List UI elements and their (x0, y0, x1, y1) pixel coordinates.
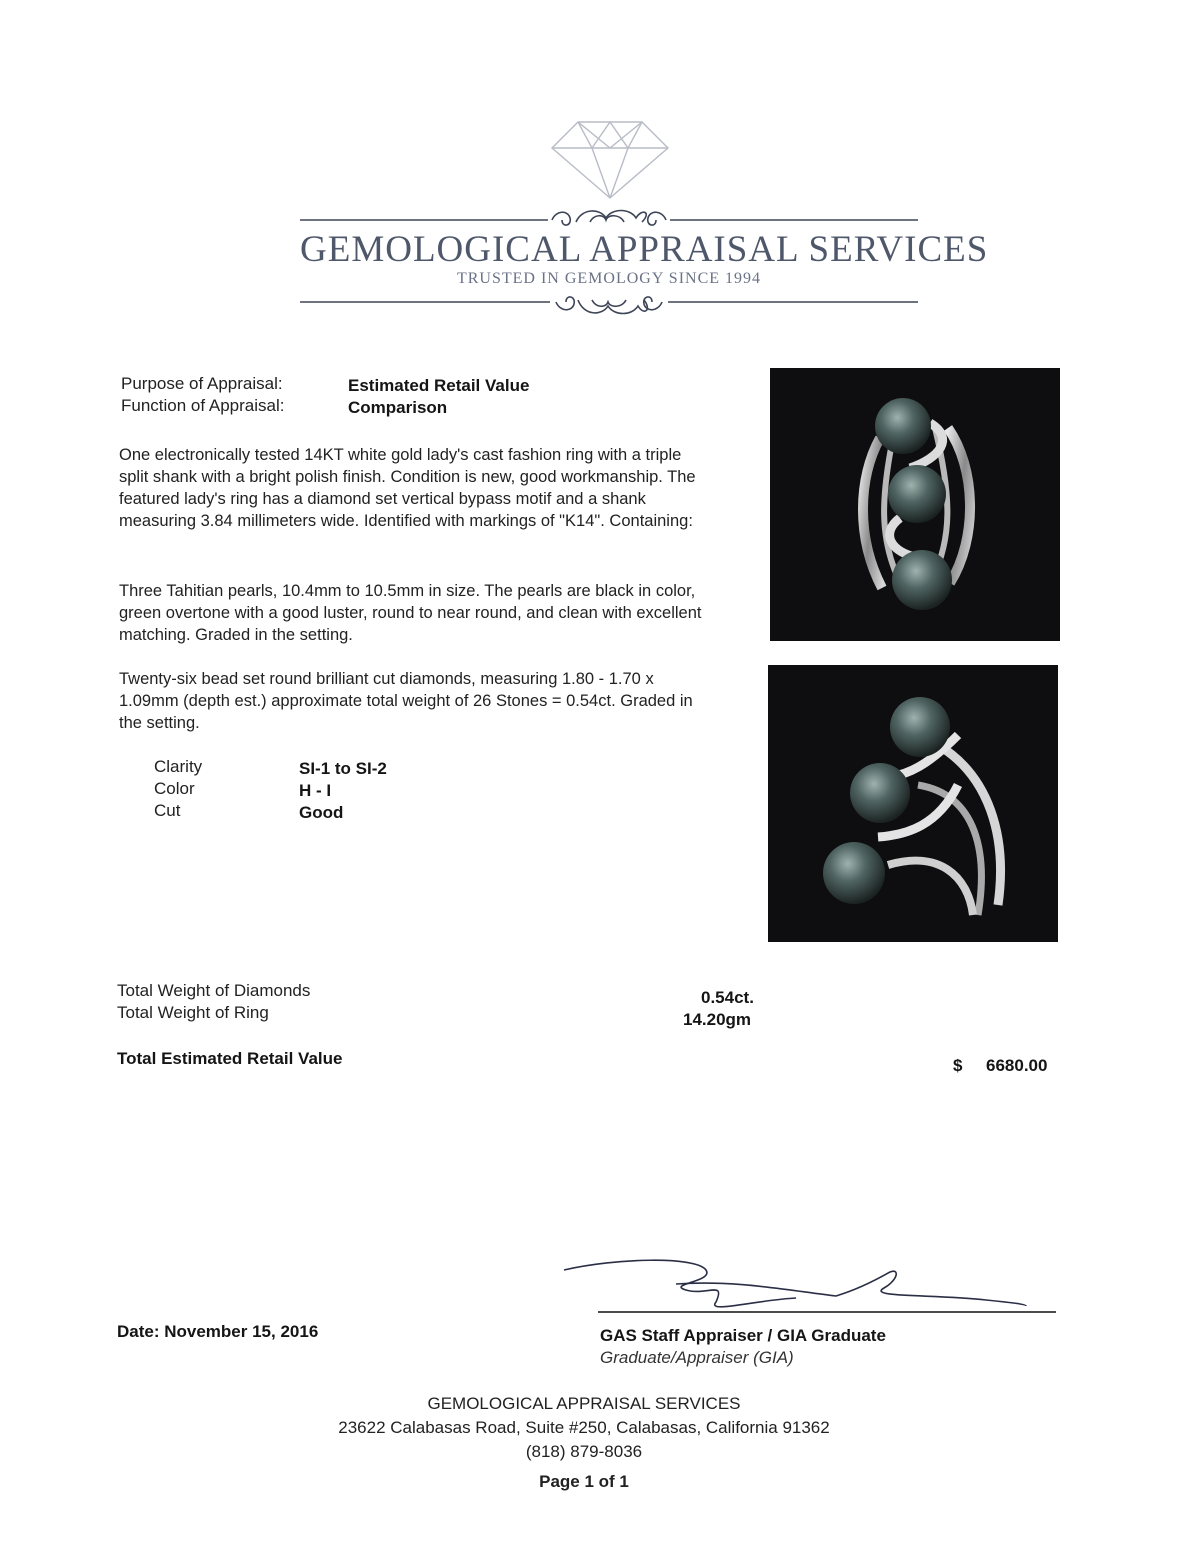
page-number: Page 1 of 1 (539, 1472, 629, 1491)
appraiser-subtitle: Graduate/Appraiser (GIA) (600, 1348, 794, 1367)
color-value: H - I (299, 781, 332, 800)
function-value: Comparison (348, 398, 448, 417)
purpose-label: Purpose of Appraisal: (121, 374, 283, 393)
diamond-description: Twenty-six bead set round brilliant cut diamonds, measuring 1.80 - 1.70 x 1.09mm (depth est.) approximate total weight of 26 Stones = 0.54ct. Graded in the setting. (119, 670, 693, 732)
appraiser-title: GAS Staff Appraiser / GIA Graduate (600, 1326, 886, 1345)
footer (200, 1392, 968, 1494)
diamond-logo-icon (548, 118, 672, 200)
clarity-label: Clarity (154, 757, 203, 776)
total-diamond-weight-value: 0.54ct. (701, 988, 754, 1007)
ornament-divider-bottom (300, 288, 918, 318)
appraisal-date: Date: November 15, 2016 (117, 1322, 319, 1341)
ring-photo-front (770, 368, 1060, 641)
appraiser-signature (556, 1250, 1056, 1316)
footer-company: GEMOLOGICAL APPRAISAL SERVICES (427, 1394, 741, 1413)
cut-value: Good (299, 803, 344, 822)
total-ring-weight-value: 14.20gm (683, 1010, 752, 1029)
company-logo-name: GEMOLOGICAL APPRAISAL SERVICES (300, 229, 989, 270)
currency-symbol: $ (953, 1056, 963, 1075)
total-diamond-weight-label: Total Weight of Diamonds (117, 981, 311, 1000)
total-retail-value: 6680.00 (986, 1056, 1048, 1075)
cut-label: Cut (154, 801, 181, 820)
color-label: Color (154, 779, 195, 798)
ring-description: One electronically tested 14KT white gold lady's cast fashion ring with a triple split shank with a bright polish finish. Condition is new, good workmanship. The featured lady's ring has a diamond set vertical bypass motif and a shank measuring 3.84 millimeters wide. Identified with markings of "K14". Containing: (119, 446, 696, 530)
company-tagline: TRUSTED IN GEMOLOGY SINCE 1994 (456, 270, 762, 287)
clarity-value: SI-1 to SI-2 (299, 759, 387, 778)
total-ring-weight-label: Total Weight of Ring (117, 1003, 269, 1022)
ring-photo-side (768, 665, 1058, 942)
function-label: Function of Appraisal: (121, 396, 285, 415)
pearl-description: Three Tahitian pearls, 10.4mm to 10.5mm in size. The pearls are black in color, green overtone with a good luster, round to near round, and clean with excellent matching. Graded in the setting. (119, 582, 702, 644)
footer-phone: (818) 879-8036 (525, 1442, 643, 1461)
total-retail-value-label: Total Estimated Retail Value (117, 1049, 343, 1068)
footer-address: 23622 Calabasas Road, Suite #250, Calabasas, California 91362 (338, 1418, 830, 1437)
purpose-value: Estimated Retail Value (348, 376, 530, 395)
